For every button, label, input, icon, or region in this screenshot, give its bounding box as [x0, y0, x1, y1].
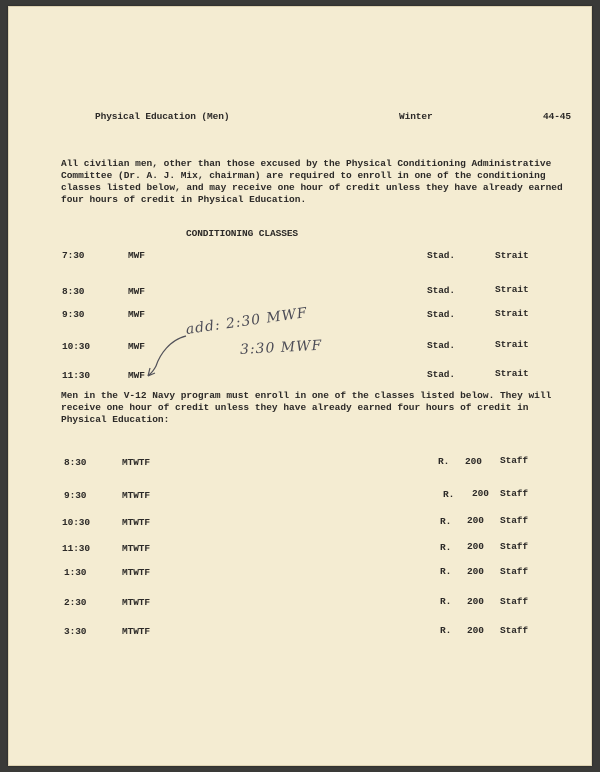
class-time: 10:30 — [62, 517, 91, 528]
intro-line: All civilian men, other than those excused by the Physical Conditioning Administrative — [61, 158, 552, 169]
class-instructor: Staff — [500, 488, 529, 499]
class-instructor: Staff — [500, 596, 529, 607]
class-instructor: Strait — [495, 284, 529, 295]
intro-line: classes listed below, and may receive one hour of credit unless they have already earned — [61, 182, 563, 193]
class-time: 11:30 — [62, 370, 91, 381]
navy-line: Men in the V-12 Navy program must enroll in one of the classes listed below. They will — [61, 390, 552, 401]
class-place: Stad. — [427, 250, 456, 261]
class-instructor: Staff — [500, 625, 529, 636]
class-days: MWF — [128, 309, 145, 320]
class-place: R. — [443, 489, 455, 500]
navy-line: Physical Education: — [61, 414, 170, 425]
class-place: R. — [440, 596, 452, 607]
class-instructor: Strait — [495, 250, 529, 261]
class-place: R. — [438, 456, 450, 467]
class-room: 200 — [467, 566, 484, 577]
class-place: Stad. — [427, 369, 456, 380]
class-time: 9:30 — [62, 309, 85, 320]
intro-line: four hours of credit in Physical Education. — [61, 194, 307, 205]
course-title: Physical Education (Men) — [95, 111, 230, 122]
year-label: 44-45 — [543, 111, 572, 122]
class-days: MWF — [128, 370, 145, 381]
class-room: 200 — [465, 456, 482, 467]
class-place: Stad. — [427, 285, 456, 296]
class-time: 2:30 — [64, 597, 87, 608]
class-place: Stad. — [427, 309, 456, 320]
class-instructor: Strait — [495, 368, 529, 379]
intro-line: Committee (Dr. A. J. Mix, chairman) are required to enroll in one of the conditioning — [61, 170, 546, 181]
class-place: Stad. — [427, 340, 456, 351]
class-room: 200 — [467, 625, 484, 636]
term-label: Winter — [399, 111, 433, 122]
class-instructor: Staff — [500, 515, 529, 526]
class-days: MWF — [128, 286, 145, 297]
class-time: 10:30 — [62, 341, 91, 352]
class-room: 200 — [467, 541, 484, 552]
conditioning-heading: CONDITIONING CLASSES — [186, 228, 299, 239]
class-days: MTWTF — [122, 626, 151, 637]
class-time: 8:30 — [62, 286, 85, 297]
class-days: MTWTF — [122, 597, 151, 608]
class-days: MTWTF — [122, 543, 151, 554]
intro-paragraph — [61, 158, 563, 206]
class-time: 1:30 — [64, 567, 87, 578]
handwritten-note-line1: add: 2:30 MWF — [184, 304, 309, 338]
class-days: MTWTF — [122, 517, 151, 528]
class-room: 200 — [467, 596, 484, 607]
class-days: MTWTF — [122, 490, 151, 501]
class-time: 3:30 — [64, 626, 87, 637]
class-time: 8:30 — [64, 457, 87, 468]
class-instructor: Staff — [500, 541, 529, 552]
class-room: 200 — [467, 515, 484, 526]
class-days: MWF — [128, 341, 145, 352]
class-place: R. — [440, 516, 452, 527]
class-room: 200 — [472, 488, 489, 499]
class-instructor: Strait — [495, 308, 529, 319]
class-place: R. — [440, 625, 452, 636]
class-instructor: Staff — [500, 455, 529, 466]
class-time: 7:30 — [62, 250, 85, 261]
class-days: MTWTF — [122, 457, 151, 468]
class-time: 9:30 — [64, 490, 87, 501]
class-place: R. — [440, 566, 452, 577]
class-days: MWF — [128, 250, 145, 261]
class-place: R. — [440, 542, 452, 553]
class-instructor: Strait — [495, 339, 529, 350]
class-days: MTWTF — [122, 567, 151, 578]
handwritten-arrow-icon — [140, 330, 200, 390]
class-instructor: Staff — [500, 566, 529, 577]
class-time: 11:30 — [62, 543, 91, 554]
handwritten-note-line2: 3:30 MWF — [239, 337, 323, 358]
navy-line: receive one hour of credit unless they have already earned four hours of credit in — [61, 402, 529, 413]
navy-paragraph — [61, 390, 551, 426]
